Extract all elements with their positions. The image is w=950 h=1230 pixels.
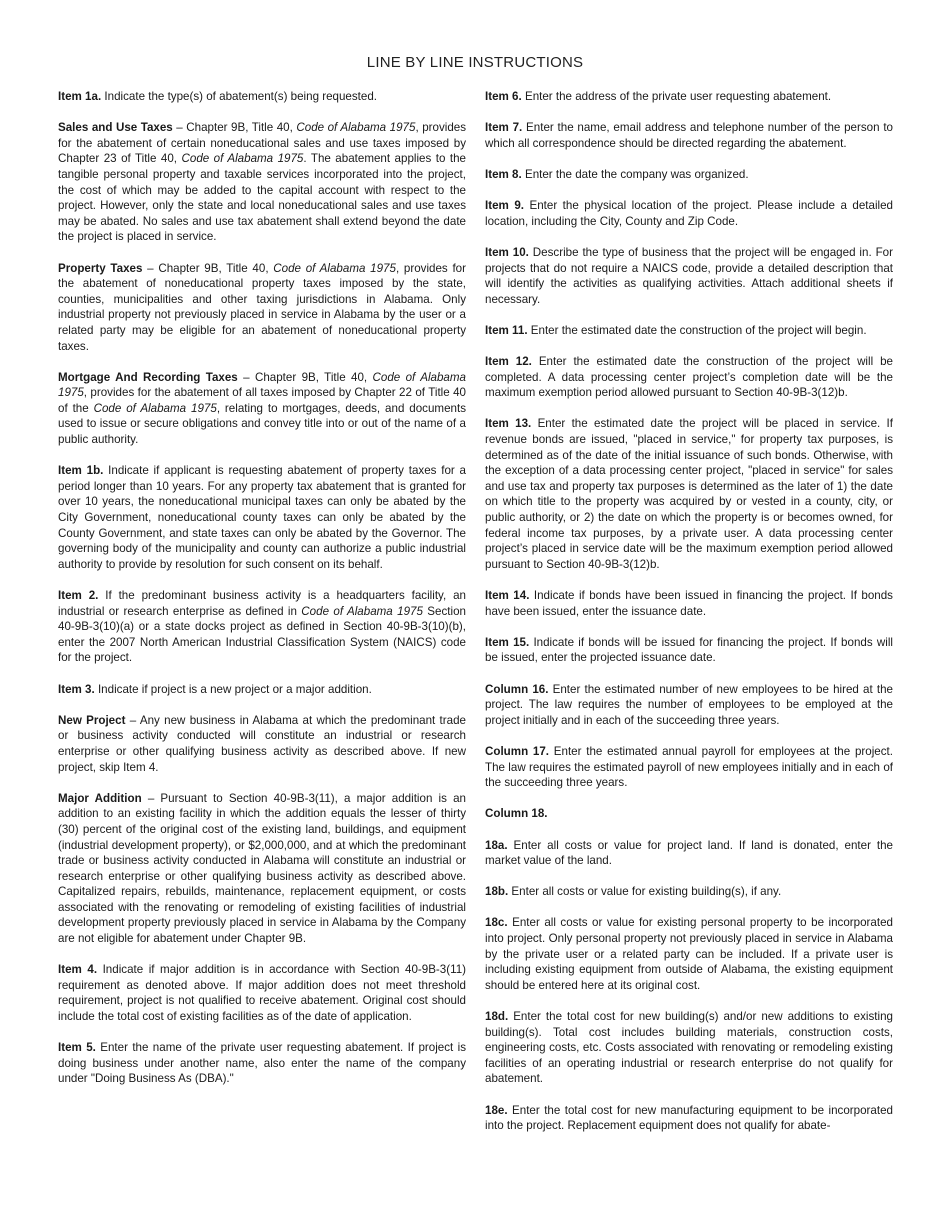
instruction-label: Item 11. [485,323,528,337]
instruction-label: Item 1a. [58,90,102,103]
instruction-paragraph [485,416,893,572]
instruction-text: – Chapter 9B, Title 40, [172,121,297,135]
instruction-label: Major Addition [58,791,142,805]
instruction-text: Enter the estimated annual payroll for employees at the project. The law requires the estimated payroll of new employees initially and in each of the succeeding three years. [485,744,893,790]
instruction-label: Item 3. [58,682,95,696]
instruction-text: – Chapter 9B, Title 40, [142,261,274,275]
instruction-text: Indicate the type(s) of abatement(s) being requested. [101,90,378,103]
instruction-label: Item 1b. [58,464,104,478]
instruction-text: Section 40-9B-3(10)(a) or a state docks project as defined in Section 40-9B-3(10)(b), enter the 2007 North American Industrial Classification System (NAICS) code for the project. [58,604,466,665]
instruction-paragraph [485,323,893,339]
instruction-text: Enter the estimated number of new employees to be hired at the project. The law requires the number of employees to be employed at the project initially and in each of the succeeding three years. [485,682,893,727]
instruction-text: Enter all costs or value for existing building(s), if any. [508,885,782,899]
instruction-text: Enter the total cost for new manufacturing equipment to be incorporated into the project. Replacement equipment does not qualify for abate- [485,1103,893,1133]
left-column [58,89,466,1087]
instruction-text: , provides for the abatement of all taxes imposed by Chapter 22 of Title 40 of the [58,386,466,415]
instruction-label: Column 17. [485,744,550,758]
instruction-paragraph [485,89,893,105]
instruction-text: – Chapter 9B, Title 40, [237,370,373,384]
instruction-paragraph [485,120,893,151]
instruction-label: Item 9. [485,199,524,213]
instruction-label: 18e. [485,1103,508,1117]
instruction-paragraph [58,962,466,1024]
instruction-label: Item 7. [485,121,523,135]
instruction-text: , provides for the abatement of noneducational property taxes imposed by the state, counties, municipalities and other taxing jurisdictions in Alabama. Only industrial property not previously placed in service in Alabama by the user or a related party may be eligible for an abatement of noneducational property taxes. [58,261,466,353]
instruction-label: Item 8. [485,167,522,181]
instruction-text: Enter the estimated date the project will be placed in service. If revenue bonds are issued, "placed in service," for property tax purposes, is determined as of the date of the initial issuance of such bonds. Otherwise, with the exception of a data processing center project, "placed in service" for sales and use tax and property tax purposes is determined as the later of 1) the date on which title to the property was acquired by or vested in a county, city, or public authority, or 2) the date on which the property is or becomes owned, for federal income tax purposes, by a private user. A data processing center project’s placed in service date will be the maximum exemption period allowed pursuant to Section 40-9B-3(12)b. [485,417,893,571]
instruction-text: . The abatement applies to the tangible personal property and taxable services incorporated into the project, the cost of which may be added to the capital account with respect to the project. However, only the state and local noneducational sales and use taxes may be abated. No sales and use tax abatement shall extend beyond the date the project is placed in service. [58,152,466,244]
instruction-label: Item 4. [58,963,98,977]
instruction-label: Column 16. [485,682,549,696]
instruction-paragraph [485,838,893,869]
right-column [485,89,893,1134]
instruction-paragraph [485,1009,893,1087]
instruction-label: Item 6. [485,90,522,103]
instruction-paragraph [58,261,466,355]
citation-text: Code of Alabama 1975 [296,121,416,135]
instruction-label: 18a. [485,838,508,852]
instruction-text: Enter the estimated date the construction of the project will begin. [527,323,867,337]
instruction-text: If the predominant business activity is a headquarters facility, an industrial or research enterprise as defined in [58,589,466,618]
citation-text: Code of Alabama 1975 [301,604,423,618]
instruction-text: Enter the total cost for new building(s) and/or new additions to existing building(s). Total cost includes building materials, construction costs, engineering costs, etc. Costs associated with renovating or remodeling existing facilities of an operating industrial or research enterprise do not qualify for abatement. [485,1010,893,1086]
instruction-label: Item 5. [58,1041,96,1055]
instruction-text: Enter all costs or value for project land. If land is donated, enter the market value of the land. [485,838,893,868]
instruction-paragraph [485,635,893,666]
instruction-paragraph [58,370,466,448]
instruction-label: 18b. [485,885,509,899]
instruction-label: Item 10. [485,245,529,259]
instruction-text: , relating to mortgages, deeds, and documents used to issue or secure obligations and convey title into or out of the name of a public authority. [58,401,466,447]
instruction-paragraph [58,120,466,245]
instruction-label: Item 14. [485,589,530,602]
instruction-text: Indicate if major addition is in accordance with Section 40-9B-3(11) requirement as denoted above. If major addition does not meet threshold requirement, project is not qualified to receive abatement. Original cost should include the total cost of existing facilities as of the date of application. [58,963,466,1024]
citation-text: Code of Alabama 1975 [58,370,466,400]
instruction-label: 18c. [485,916,508,930]
instruction-label: Sales and Use Taxes [58,121,173,135]
instruction-paragraph [58,682,466,698]
citation-text: Code of Alabama 1975 [273,261,396,275]
instruction-label: New Project [58,713,126,727]
instruction-paragraph [485,167,893,183]
instruction-paragraph [485,1103,893,1134]
instruction-paragraph [485,245,893,307]
citation-text: Code of Alabama 1975 [93,401,217,415]
instruction-text: – Pursuant to Section 40-9B-3(11), a major addition is an addition to an existing facility in which the addition equals the lesser of thirty (30) percent of the original cost of the existing land, buildings, and equipment (industrial development property), or $2,000,000, and at which the predominant trade or business activity conducted in Alabama will constitute an industrial or research enterprise or other qualifying business activity as described above. Capitalized repairs, rebuilds, maintenance, replacement equipment, or costs associated with the renovating or remodeling of existing facilities of industrial development property previously placed in service in Alabama by the Company are not eligible for abatement under Chapter 9B. [58,791,466,946]
instruction-paragraph [485,806,893,822]
instruction-text: Enter all costs or value for existing personal property to be incorporated into project. Only personal property not previously placed in service in Alabama by the private user or a related party can be included. If a private user is including existing equipment from outside of Alabama, the existing equipment should be entered here at its original cost. [485,916,893,992]
instruction-text: Enter the name of the private user requesting abatement. If project is doing business under another name, also enter the name of the company under "Doing Business As (DBA)." [58,1041,466,1086]
page-title: LINE BY LINE INSTRUCTIONS [366,54,584,71]
instruction-label: Item 12. [485,355,532,369]
instruction-text: Describe the type of business that the project will be engaged in. For projects that do not require a NAICS code, provide a detailed description that will identify the activities as qualifying activities. Attach additional sheets if necessary. [485,245,893,306]
instruction-text: , provides for the abatement of certain noneducational sales and use taxes imposed by Chapter 23 of Title 40, [58,121,467,166]
instruction-label: Column 18. [485,807,548,821]
instruction-paragraph [485,588,893,619]
instruction-paragraph [485,682,893,729]
instruction-paragraph [58,713,466,775]
instruction-text: Enter the name, email address and telephone number of the person to which all correspondence should be directed regarding the abatement. [485,121,893,150]
instruction-text: Indicate if bonds have been issued in financing the project. If bonds have been issued, enter the issuance date. [485,589,893,618]
instruction-paragraph [485,884,893,900]
instruction-paragraph [58,791,466,947]
instruction-label: Property Taxes [58,261,143,275]
instruction-label: Mortgage And Recording Taxes [58,370,238,384]
instruction-text: Enter the physical location of the project. Please include a detailed location, including the City, County and Zip Code. [485,199,893,228]
instruction-text: – Any new business in Alabama at which the predominant trade or business activity conducted will constitute an industrial or research enterprise or other qualifying business activity as described above. If new project, skip Item 4. [58,713,466,774]
instruction-text: Indicate if applicant is requesting abatement of property taxes for a period longer than 10 years. For any property tax abatement that is granted for over 10 years, the noneducational municipal taxes can only be abated by the City Government, noneducational county taxes can only be abated by the County Government, and state taxes can only be abated by the Governor. The governing body of the municipality and county can authorize a public industrial authority to provide by resolution for such consent on its behalf. [58,464,466,571]
instruction-paragraph [58,588,466,666]
instruction-paragraph [58,89,466,105]
instruction-text: Enter the date the company was organized. [521,167,749,181]
instruction-label: Item 13. [485,417,532,431]
instruction-paragraph [485,354,893,401]
instruction-label: Item 2. [58,589,99,602]
instruction-label: Item 15. [485,635,530,649]
instruction-text: Enter the address of the private user requesting abatement. [521,90,832,103]
instruction-paragraph [58,463,466,572]
instruction-text: Indicate if bonds will be issued for financing the project. If bonds will be issued, enter the projected issuance date. [485,635,893,665]
instruction-label: 18d. [485,1010,509,1024]
instruction-paragraph [485,915,893,993]
instruction-text: Enter the estimated date the construction of the project will be completed. A data processing center project’s completion date will be the maximum exemption period allowed pursuant to Section 40-9B-3(12)b. [485,355,893,400]
citation-text: Code of Alabama 1975 [181,152,304,166]
instruction-text: Indicate if project is a new project or a major addition. [94,682,372,696]
instruction-paragraph [58,1040,466,1087]
instruction-paragraph [485,744,893,791]
instruction-paragraph [485,198,893,229]
